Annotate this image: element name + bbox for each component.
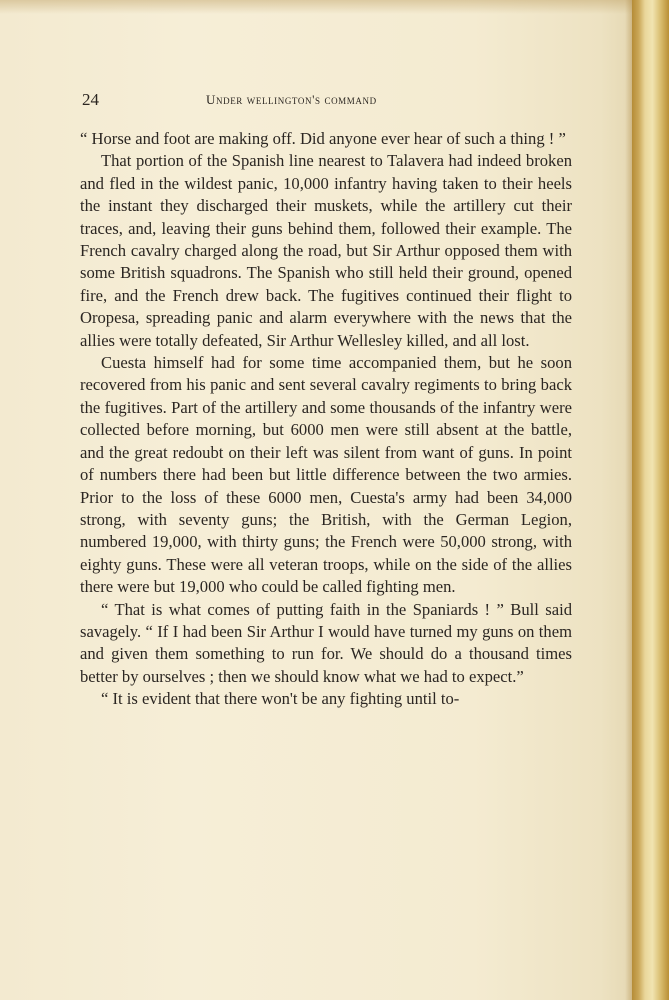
page-edge-binding — [632, 0, 669, 1000]
running-header — [82, 90, 572, 112]
running-title: under wellington's command — [206, 92, 377, 107]
paragraph: “ It is evident that there won't be any fighting until to- — [101, 689, 460, 709]
body-text — [80, 128, 572, 711]
paragraph: That portion of the Spanish line nearest to Talavera had indeed broken and fled in the wildest panic, 10,000 infantry having taken to their heels the instant they discharged their muskets, while the artillery cut their traces, and, leaving their guns behind them, followed their example. The French cavalry charged along the road, but Sir Arthur opposed them with some British squadrons. The Spanish who still held their ground, opened fire, and the French drew back. The fugitives continued their flight to Oropesa, spreading panic and alarm everywhere with the news that the allies were totally defeated, Sir Arthur Wellesley killed, and all lost. — [80, 151, 572, 350]
paragraph: “ That is what comes of putting faith in the Spaniards ! ” Bull said savagely. “ If I had been Sir Arthur I would have turned my guns on them and given them something to run for. We should do a thousand times better by ourselves ; then we should know what we had to expect.” — [80, 599, 572, 686]
paragraph: Cuesta himself had for some time accompanied them, but he soon recovered from his panic and sent several cavalry regiments to bring back the fugitives. Part of the artillery and some thousands of the infantry were collected before morning, but 6000 men were still absent at the battle, and the great redoubt on their left was silent from want of guns. In point of numbers there had been but little difference between the two armies. Prior to the loss of these 6000 men, Cuesta's army had been 34,000 strong, with seventy guns; the British, with the German Legion, numbered 19,000, with thirty guns; the French were 50,000 strong, with eighty guns. These were all veteran troops, while on the side of the allies there were but 19,000 who could be called fighting men. — [80, 353, 572, 597]
paragraph: “ Horse and foot are making off. Did anyone ever hear of such a thing ! ” — [80, 129, 566, 148]
page-number: 24 — [82, 90, 99, 109]
page-top-shadow — [0, 0, 632, 14]
